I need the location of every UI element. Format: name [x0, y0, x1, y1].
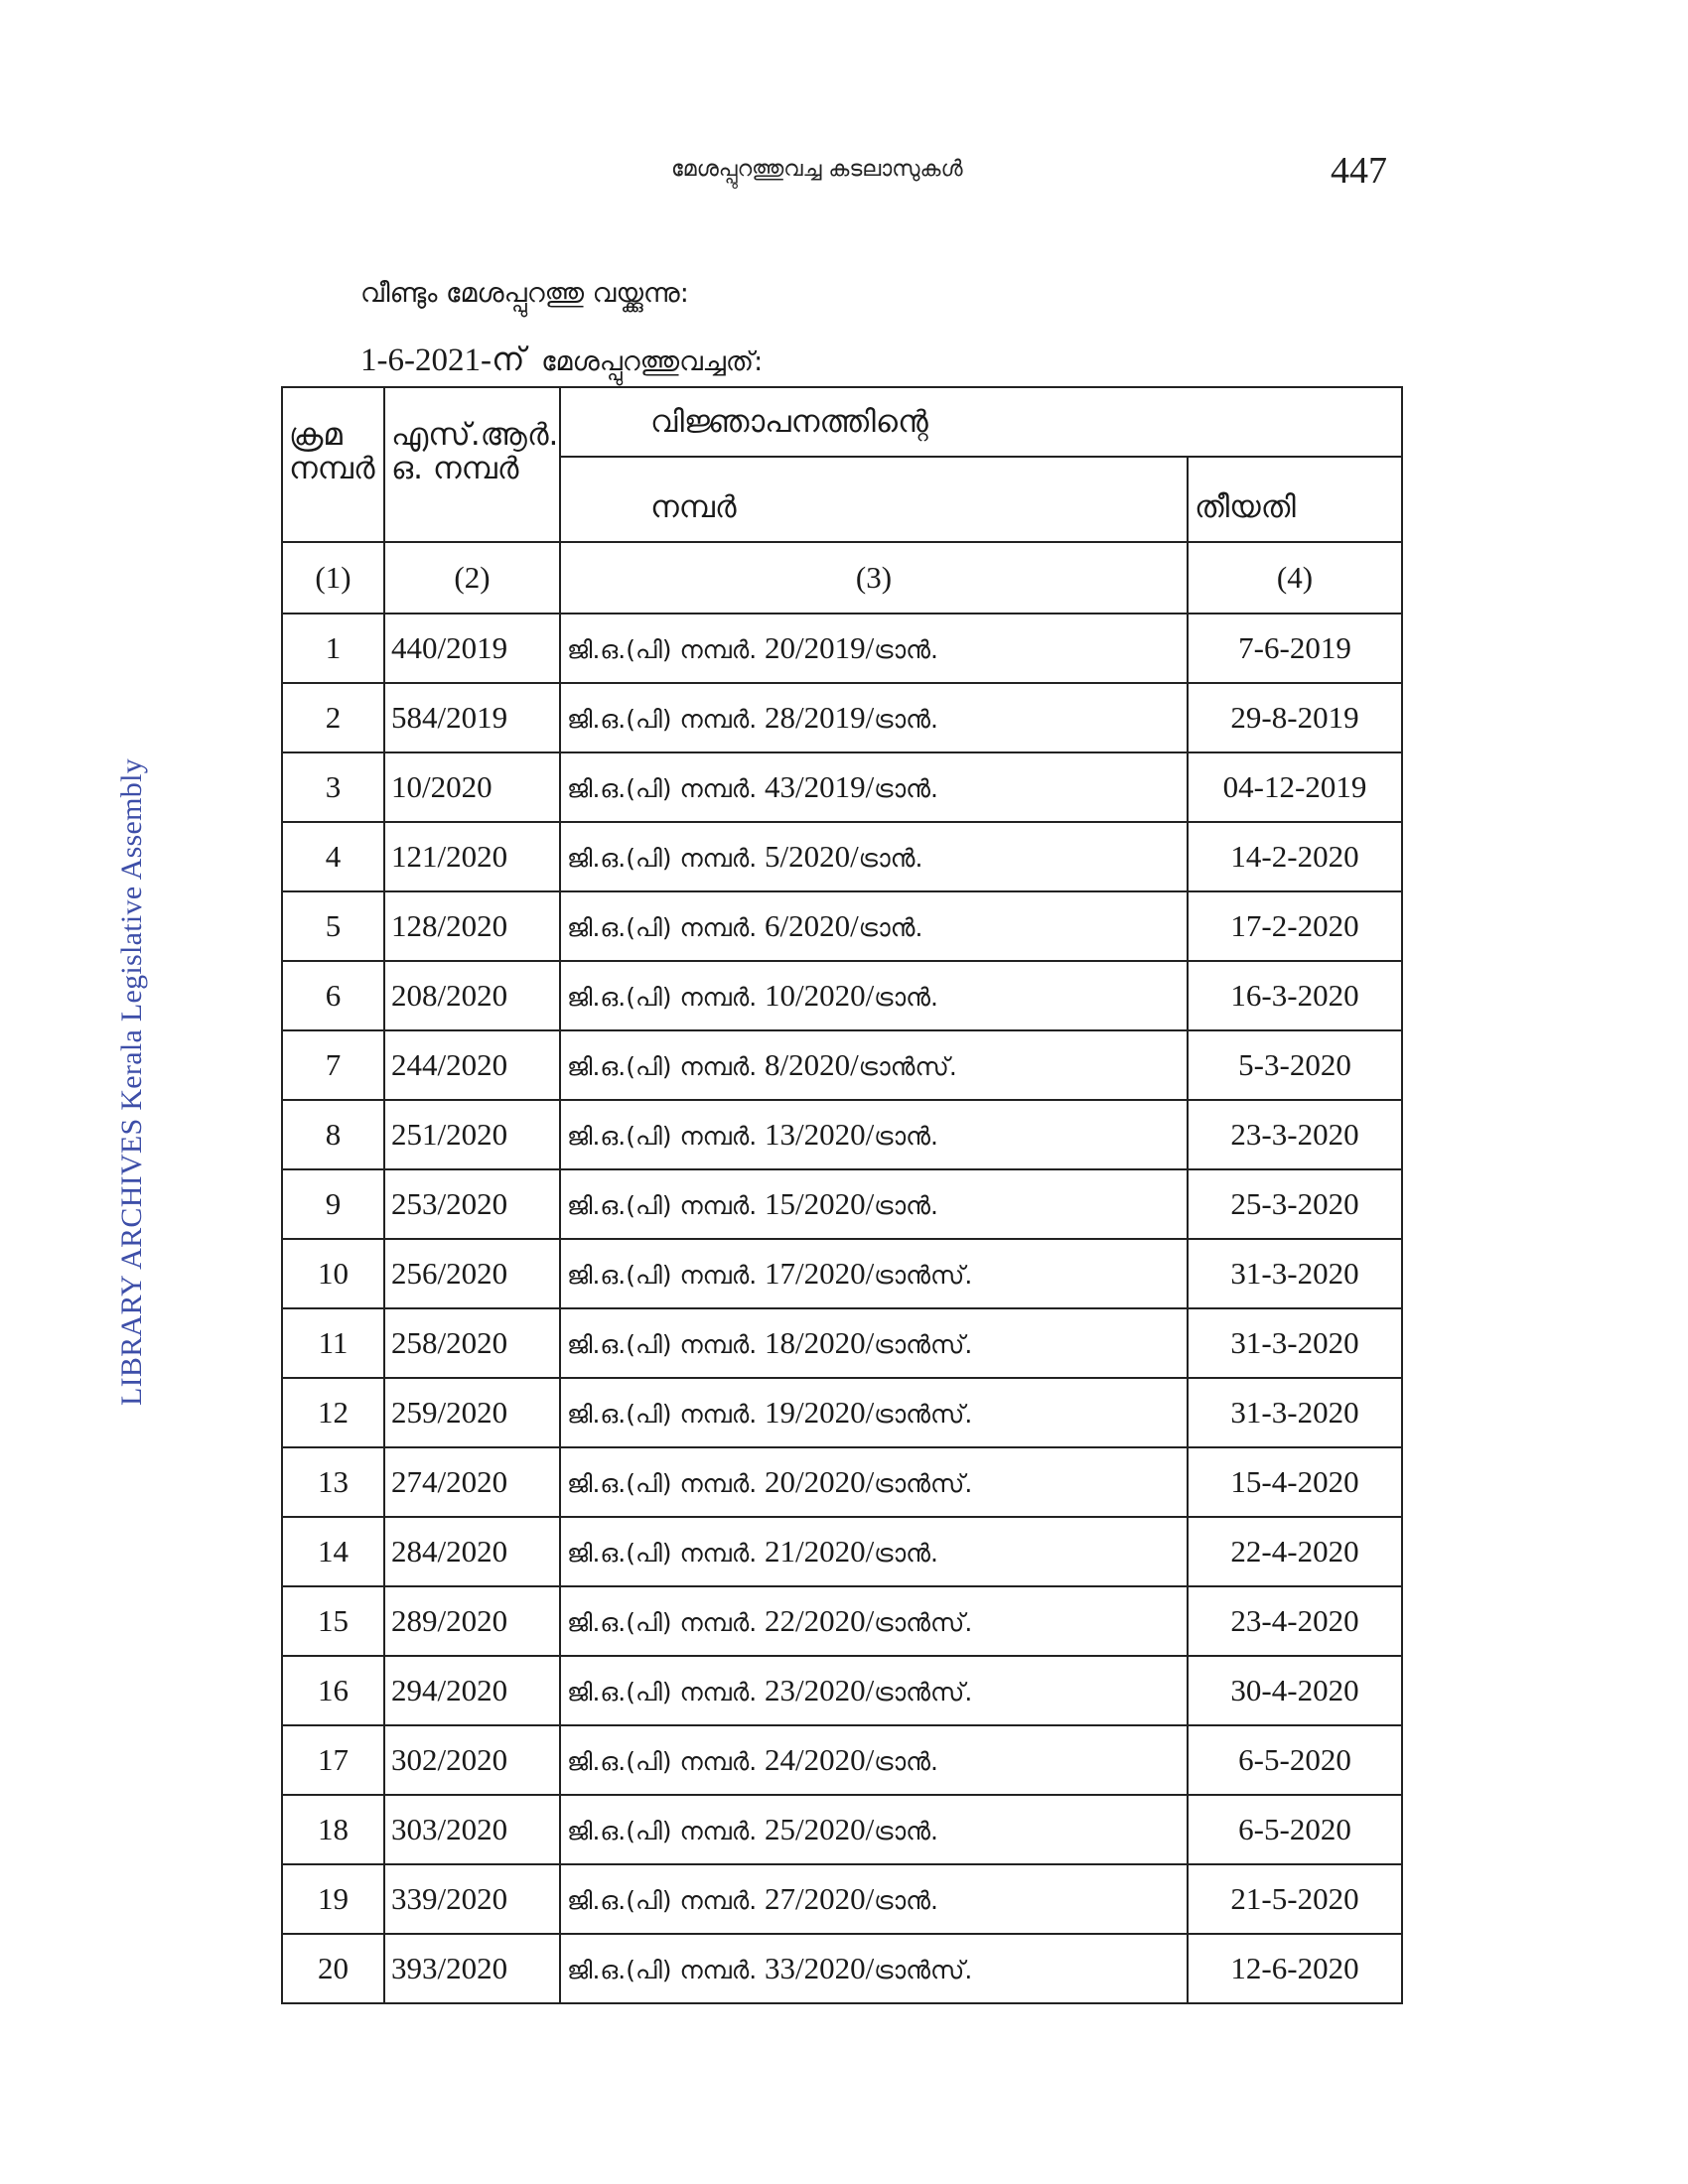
serial-cell: 15	[282, 1586, 384, 1656]
order-number: 23/2020/	[765, 1673, 875, 1707]
serial-cell: 20	[282, 1934, 384, 2003]
sro-number-cell: 584/2019	[384, 683, 560, 752]
table-row	[282, 822, 1402, 891]
notification-number-cell	[560, 683, 1188, 752]
order-prefix: ജി.ഒ.(പി) നമ്പർ.	[567, 1400, 758, 1429]
sro-number-cell: 274/2020	[384, 1447, 560, 1517]
intro-line: വീണ്ടും മേശപ്പുറത്തു വയ്ക്കുന്നു:	[360, 278, 689, 309]
order-suffix: ട്രാൻ.	[874, 705, 938, 734]
sro-number-cell: 128/2020	[384, 891, 560, 961]
table-row	[282, 1169, 1402, 1239]
sro-number-cell: 259/2020	[384, 1378, 560, 1447]
table-row	[282, 752, 1402, 822]
serial-cell: 8	[282, 1100, 384, 1169]
notification-number-cell	[560, 1586, 1188, 1656]
serial-cell: 12	[282, 1378, 384, 1447]
order-prefix: ജി.ഒ.(പി) നമ്പർ.	[567, 1330, 758, 1359]
order-number: 20/2019/	[765, 630, 875, 665]
sro-number-cell: 121/2020	[384, 822, 560, 891]
notification-number-cell	[560, 1030, 1188, 1100]
serial-cell: 11	[282, 1308, 384, 1378]
table-row	[282, 1586, 1402, 1656]
order-suffix: ട്രാൻസ്.	[874, 1469, 973, 1498]
serial-cell: 14	[282, 1517, 384, 1586]
notification-date-cell: 16-3-2020	[1188, 961, 1402, 1030]
sro-number-cell: 208/2020	[384, 961, 560, 1030]
order-number: 8/2020/	[765, 1047, 859, 1082]
sro-number-cell: 303/2020	[384, 1795, 560, 1864]
order-prefix: ജി.ഒ.(പി) നമ്പർ.	[567, 774, 758, 803]
date-line	[360, 342, 763, 379]
order-suffix: ട്രാൻ.	[874, 1886, 938, 1915]
notification-date-cell: 29-8-2019	[1188, 683, 1402, 752]
order-number: 24/2020/	[765, 1742, 875, 1777]
notification-number-cell	[560, 822, 1188, 891]
notification-number-cell	[560, 752, 1188, 822]
serial-cell: 5	[282, 891, 384, 961]
order-prefix: ജി.ഒ.(പി) നമ്പർ.	[567, 1608, 758, 1637]
notification-date-cell: 30-4-2020	[1188, 1656, 1402, 1725]
order-suffix: ട്രാൻ.	[874, 1539, 938, 1568]
notification-number-cell	[560, 1378, 1188, 1447]
header-date: തീയതി	[1188, 457, 1402, 542]
order-prefix: ജി.ഒ.(പി) നമ്പർ.	[567, 705, 758, 734]
order-suffix: ട്രാൻ.	[858, 844, 923, 873]
order-suffix: ട്രാൻസ്.	[874, 1678, 973, 1706]
sro-number-cell: 256/2020	[384, 1239, 560, 1308]
notification-date-cell: 23-4-2020	[1188, 1586, 1402, 1656]
date-line-suffix: മേശപ്പുറത്തുവച്ചത്:	[541, 346, 764, 377]
notification-number-cell	[560, 1308, 1188, 1378]
table-body	[282, 387, 1402, 2003]
table-row	[282, 1239, 1402, 1308]
order-prefix: ജി.ഒ.(പി) നമ്പർ.	[567, 635, 758, 664]
order-suffix: ട്രാൻ.	[874, 774, 938, 803]
notification-date-cell: 23-3-2020	[1188, 1100, 1402, 1169]
table-row	[282, 1934, 1402, 2003]
table-row	[282, 961, 1402, 1030]
table-row	[282, 1864, 1402, 1934]
notification-date-cell: 21-5-2020	[1188, 1864, 1402, 1934]
header-serial-label: ക്രമ നമ്പർ	[289, 417, 375, 486]
order-number: 43/2019/	[765, 769, 875, 804]
notification-date-cell: 17-2-2020	[1188, 891, 1402, 961]
serial-cell: 3	[282, 752, 384, 822]
serial-cell: 2	[282, 683, 384, 752]
notification-number-cell	[560, 1795, 1188, 1864]
order-number: 10/2020/	[765, 978, 875, 1013]
order-number: 17/2020/	[765, 1256, 875, 1291]
serial-cell: 4	[282, 822, 384, 891]
notification-table	[281, 386, 1403, 2004]
header-number: നമ്പർ	[560, 457, 1188, 542]
order-prefix: ജി.ഒ.(പി) നമ്പർ.	[567, 844, 758, 873]
page-number: 447	[1331, 150, 1387, 192]
column-number-row	[282, 542, 1402, 614]
sro-number-cell: 440/2019	[384, 614, 560, 683]
header-notification: വിജ്ഞാപനത്തിന്റെ	[560, 387, 1402, 457]
date-line-prefix: 1-6-2021-ന്	[360, 342, 525, 378]
order-suffix: ട്രാൻസ്.	[858, 1052, 957, 1081]
notification-number-cell	[560, 1656, 1188, 1725]
serial-cell: 18	[282, 1795, 384, 1864]
notification-date-cell: 5-3-2020	[1188, 1030, 1402, 1100]
notification-number-cell	[560, 891, 1188, 961]
order-prefix: ജി.ഒ.(പി) നമ്പർ.	[567, 1261, 758, 1290]
order-suffix: ട്രാൻസ്.	[874, 1608, 973, 1637]
serial-cell: 6	[282, 961, 384, 1030]
serial-cell: 19	[282, 1864, 384, 1934]
notification-date-cell: 14-2-2020	[1188, 822, 1402, 891]
order-suffix: ട്രാൻ.	[874, 1122, 938, 1151]
order-prefix: ജി.ഒ.(പി) നമ്പർ.	[567, 1052, 758, 1081]
notification-date-cell: 7-6-2019	[1188, 614, 1402, 683]
order-number: 22/2020/	[765, 1603, 875, 1638]
order-suffix: ട്രാൻ.	[874, 983, 938, 1012]
order-suffix: ട്രാൻസ്.	[874, 1330, 973, 1359]
sro-number-cell: 253/2020	[384, 1169, 560, 1239]
table-row	[282, 1447, 1402, 1517]
order-number: 18/2020/	[765, 1325, 875, 1360]
order-prefix: ജി.ഒ.(പി) നമ്പർ.	[567, 1678, 758, 1706]
order-suffix: ട്രാൻ.	[874, 635, 938, 664]
header-serial	[282, 387, 384, 542]
order-number: 20/2020/	[765, 1464, 875, 1499]
notification-number-cell	[560, 1100, 1188, 1169]
header-row-1	[282, 387, 1402, 457]
order-suffix: ട്രാൻ.	[874, 1191, 938, 1220]
serial-cell: 1	[282, 614, 384, 683]
table-row	[282, 1030, 1402, 1100]
table-row	[282, 1100, 1402, 1169]
sro-number-cell: 284/2020	[384, 1517, 560, 1586]
order-number: 19/2020/	[765, 1395, 875, 1430]
notification-number-cell	[560, 1517, 1188, 1586]
order-suffix: ട്രാൻസ്.	[874, 1261, 973, 1290]
table-row	[282, 1725, 1402, 1795]
sro-number-cell: 251/2020	[384, 1100, 560, 1169]
notification-number-cell	[560, 614, 1188, 683]
column-number: (2)	[384, 542, 560, 614]
header-sro	[384, 387, 560, 542]
notification-number-cell	[560, 1934, 1188, 2003]
order-number: 5/2020/	[765, 839, 859, 874]
notification-date-cell: 31-3-2020	[1188, 1239, 1402, 1308]
order-suffix: ട്രാൻ.	[858, 913, 923, 942]
order-number: 21/2020/	[765, 1534, 875, 1569]
table-row	[282, 683, 1402, 752]
notification-number-cell	[560, 1169, 1188, 1239]
notification-date-cell: 6-5-2020	[1188, 1795, 1402, 1864]
header-sro-label: എസ്.ആർ. ഒ. നമ്പർ	[391, 417, 559, 486]
notification-number-cell	[560, 1864, 1188, 1934]
serial-cell: 7	[282, 1030, 384, 1100]
sro-number-cell: 302/2020	[384, 1725, 560, 1795]
order-prefix: ജി.ഒ.(പി) നമ്പർ.	[567, 983, 758, 1012]
serial-cell: 17	[282, 1725, 384, 1795]
order-suffix: ട്രാൻസ്.	[874, 1400, 973, 1429]
table-row	[282, 1795, 1402, 1864]
column-number: (3)	[560, 542, 1188, 614]
order-number: 28/2019/	[765, 700, 875, 735]
serial-cell: 16	[282, 1656, 384, 1725]
serial-cell: 13	[282, 1447, 384, 1517]
table-row	[282, 1517, 1402, 1586]
order-suffix: ട്രാൻ.	[874, 1817, 938, 1845]
sro-number-cell: 258/2020	[384, 1308, 560, 1378]
order-prefix: ജി.ഒ.(പി) നമ്പർ.	[567, 913, 758, 942]
sro-number-cell: 294/2020	[384, 1656, 560, 1725]
notification-date-cell: 15-4-2020	[1188, 1447, 1402, 1517]
order-prefix: ജി.ഒ.(പി) നമ്പർ.	[567, 1956, 758, 1984]
notification-date-cell: 25-3-2020	[1188, 1169, 1402, 1239]
order-prefix: ജി.ഒ.(പി) നമ്പർ.	[567, 1469, 758, 1498]
table-row	[282, 891, 1402, 961]
order-prefix: ജി.ഒ.(പി) നമ്പർ.	[567, 1122, 758, 1151]
serial-cell: 10	[282, 1239, 384, 1308]
column-number: (4)	[1188, 542, 1402, 614]
notification-date-cell: 6-5-2020	[1188, 1725, 1402, 1795]
order-number: 27/2020/	[765, 1881, 875, 1916]
notification-number-cell	[560, 1725, 1188, 1795]
order-number: 33/2020/	[765, 1951, 875, 1985]
order-number: 15/2020/	[765, 1186, 875, 1221]
sro-number-cell: 289/2020	[384, 1586, 560, 1656]
notification-number-cell	[560, 1239, 1188, 1308]
sro-number-cell: 393/2020	[384, 1934, 560, 2003]
order-prefix: ജി.ഒ.(പി) നമ്പർ.	[567, 1817, 758, 1845]
table-row	[282, 1378, 1402, 1447]
sro-number-cell: 244/2020	[384, 1030, 560, 1100]
column-number: (1)	[282, 542, 384, 614]
order-prefix: ജി.ഒ.(പി) നമ്പർ.	[567, 1191, 758, 1220]
order-number: 13/2020/	[765, 1117, 875, 1152]
sro-number-cell: 339/2020	[384, 1864, 560, 1934]
running-head: മേശപ്പുറത്തുവച്ച കടലാസുകൾ	[671, 157, 963, 182]
notification-date-cell: 22-4-2020	[1188, 1517, 1402, 1586]
notification-date-cell: 31-3-2020	[1188, 1308, 1402, 1378]
notification-date-cell: 31-3-2020	[1188, 1378, 1402, 1447]
table-row	[282, 1656, 1402, 1725]
notification-date-cell: 04-12-2019	[1188, 752, 1402, 822]
order-suffix: ട്രാൻ.	[874, 1747, 938, 1776]
order-prefix: ജി.ഒ.(പി) നമ്പർ.	[567, 1886, 758, 1915]
notification-number-cell	[560, 961, 1188, 1030]
watermark: LIBRARY ARCHIVES Kerala Legislative Assembly	[115, 757, 148, 1407]
order-prefix: ജി.ഒ.(പി) നമ്പർ.	[567, 1747, 758, 1776]
notification-date-cell: 12-6-2020	[1188, 1934, 1402, 2003]
order-prefix: ജി.ഒ.(പി) നമ്പർ.	[567, 1539, 758, 1568]
order-number: 6/2020/	[765, 908, 859, 943]
order-suffix: ട്രാൻസ്.	[874, 1956, 973, 1984]
sro-number-cell: 10/2020	[384, 752, 560, 822]
serial-cell: 9	[282, 1169, 384, 1239]
notification-number-cell	[560, 1447, 1188, 1517]
order-number: 25/2020/	[765, 1812, 875, 1846]
table-row	[282, 614, 1402, 683]
table-row	[282, 1308, 1402, 1378]
